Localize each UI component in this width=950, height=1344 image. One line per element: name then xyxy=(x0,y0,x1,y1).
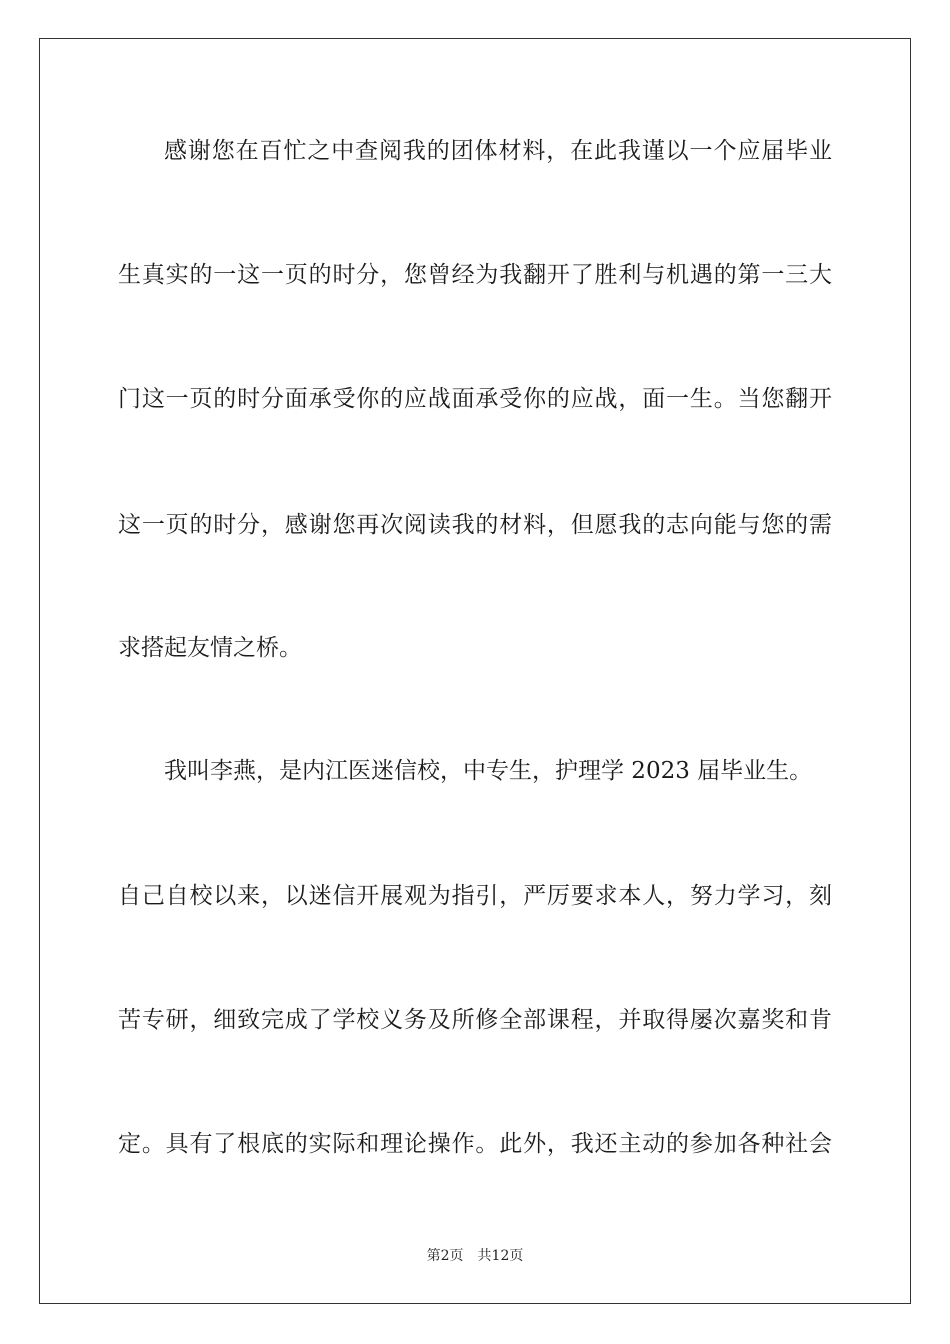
text-line: 定。具有了根底的实际和理论操作。此外，我还主动的参加各种社会 xyxy=(118,1131,832,1157)
page-footer xyxy=(0,1247,950,1265)
page-border xyxy=(39,38,911,1304)
page-total: 共12页 xyxy=(477,1248,524,1264)
text-line: 苦专研，细致完成了学校义务及所修全部课程，并取得屡次嘉奖和肯 xyxy=(118,1007,832,1033)
text-line: 感谢您在百忙之中查阅我的团体材料，在此我谨以一个应届毕业 xyxy=(164,138,832,164)
text-line: 生真实的一这一页的时分，您曾经为我翻开了胜利与机遇的第一三大 xyxy=(118,262,832,288)
text-line: 这一页的时分，感谢您再次阅读我的材料，但愿我的志向能与您的需 xyxy=(118,512,832,538)
text-line: 我叫李燕，是内江医迷信校，中专生，护理学 2023 届毕业生。 xyxy=(164,758,813,784)
text-line: 求搭起友情之桥。 xyxy=(118,635,302,661)
page-number: 第2页 xyxy=(426,1248,464,1264)
text-line: 自己自校以来，以迷信开展观为指引，严厉要求本人，努力学习，刻 xyxy=(118,883,832,909)
text-line: 门这一页的时分面承受你的应战面承受你的应战，面一生。当您翻开 xyxy=(118,386,832,412)
